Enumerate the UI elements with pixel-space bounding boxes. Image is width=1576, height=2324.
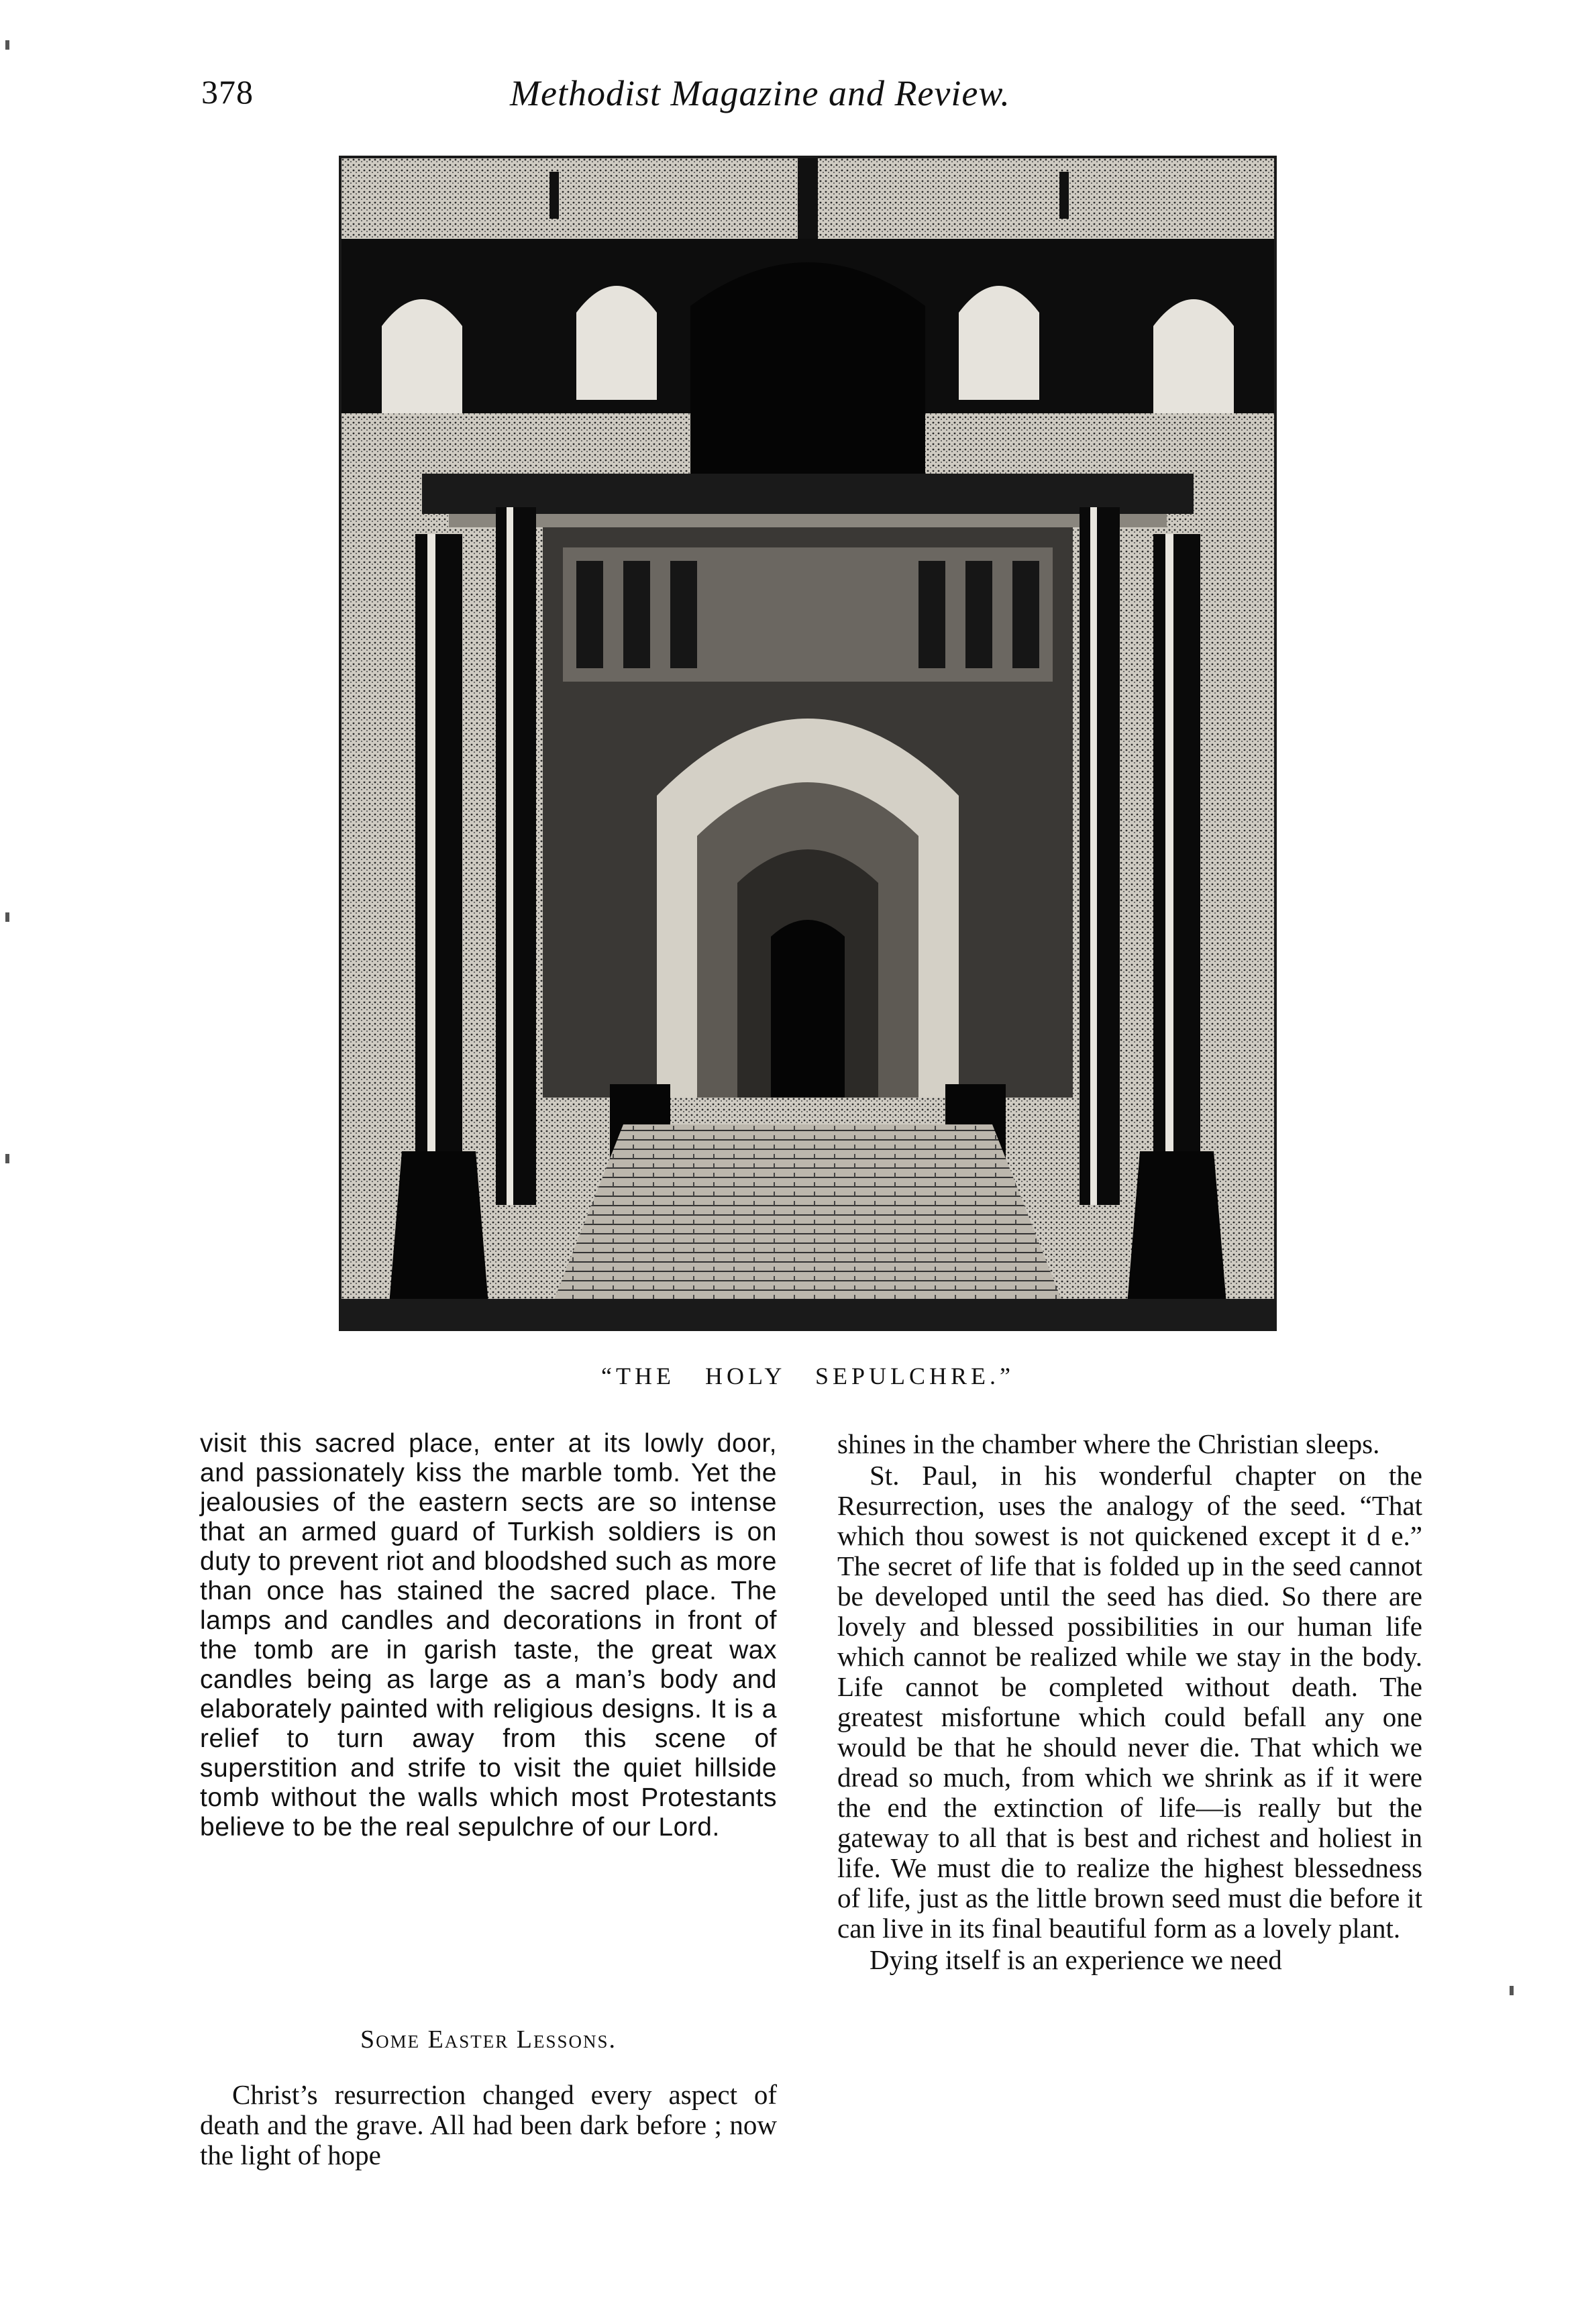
margin-speck [5, 1154, 9, 1163]
right-column-paragraph-2: St. Paul, in his wonderful chapter on the Resurrection, uses the analogy of the seed. “That which thou sowest is not quickened except it d e.” The secret of life that is folded up in the seed cannot be developed until the seed has died. So there are lovely and blessed possibilities in our human life which cannot be realized while we stay in the body. Life cannot be completed without death. The greatest misfortune which could befall any one would be that he should never die. That which we dread so much, from which we shrink as if it were the end the extinction of life—is really but the gateway to all that is best and richest and holiest in life. We must die to realize the highest blessedness of life, just as the little brown seed must die before it can live in its final beautiful form as a lovely plant. [837, 1460, 1422, 1944]
left-column [200, 1429, 777, 1842]
margin-speck [5, 912, 9, 922]
right-column-paragraph-1: shines in the chamber where the Christian sleeps. [837, 1428, 1380, 1459]
page-number: 378 [201, 73, 254, 111]
journal-title: Methodist Magazine and Review. [510, 73, 1010, 113]
section-heading: Some Easter Lessons. [360, 2025, 617, 2054]
margin-speck [1510, 1986, 1514, 1995]
sepulchre-engraving [342, 158, 1274, 1328]
left-column-paragraph: visit this sacred place, enter at its lowly door, and passionately kiss the marble tomb. Yet the jealousies of the eastern sects are so intense that an armed guard of Turkish soldiers is on duty to prevent riot and bloodshed such as more than once has stained the sacred place. The lamps and candles and decorations in front of the tomb are in garish taste, the great wax candles being as large as a man’s body and elaborately painted with religious designs. It is a relief to turn away from this scene of superstition and strife to visit the quiet hillside tomb without the walls which most Protestants believe to be the real sepulchre of our Lord. [200, 1429, 777, 1842]
margin-speck [5, 40, 9, 50]
figure-caption: “THE HOLY SEPULCHRE.” [600, 1363, 1014, 1389]
right-column-paragraph-3: Dying itself is an experience we need [870, 1944, 1282, 1975]
section-paragraph: Christ’s resurrection changed every aspect of death and the grave. All had been dark before ; now the light of hope [200, 2079, 777, 2170]
running-head [201, 72, 1127, 126]
holy-sepulchre-photograph [339, 156, 1277, 1331]
right-column [837, 1429, 1422, 1975]
